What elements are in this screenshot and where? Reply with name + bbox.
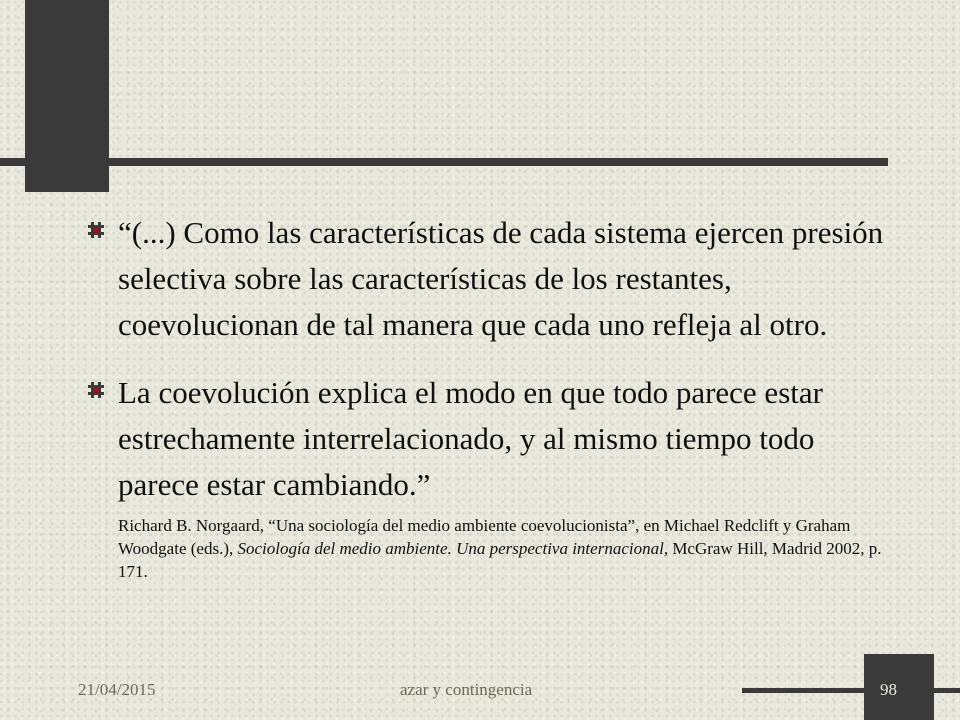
- hash-bullet-icon: [88, 370, 118, 398]
- bullet-text-1: “(...) Como las características de cada sistema ejercen presión selectiva sobre las características de los restantes, coevolucionan de tal manera que cada uno refleja al otro.: [118, 215, 884, 342]
- footer-title: azar y contingencia: [400, 680, 533, 699]
- footer-date: 21/04/2015: [78, 680, 156, 699]
- slide-content: [88, 210, 888, 583]
- page-number-box: [864, 654, 934, 720]
- bullet-body-2: [118, 370, 888, 583]
- bullet-text-2: La coevolución explica el modo en que todo parece estar estrechamente interrelacionado, y al mismo tiempo todo parece estar cambiando.”: [118, 375, 823, 502]
- bullet-item-2: [88, 370, 888, 583]
- citation-publisher: McGraw Hill, Madrid 2002, p. 171.: [118, 539, 882, 581]
- citation: [118, 514, 888, 583]
- bullet-item-1: [88, 210, 888, 348]
- top-rule-line: [0, 158, 888, 166]
- citation-book-title: Sociología del medio ambiente. Una perspectiva internacional,: [237, 539, 669, 558]
- hash-bullet-icon: [88, 210, 118, 238]
- page-number: 98: [880, 680, 897, 699]
- citation-author: Richard B. Norgaard, “Una sociología del medio ambiente coevolucionista”, en Michael Redclift y Graham Woodgate (eds.),: [118, 516, 851, 558]
